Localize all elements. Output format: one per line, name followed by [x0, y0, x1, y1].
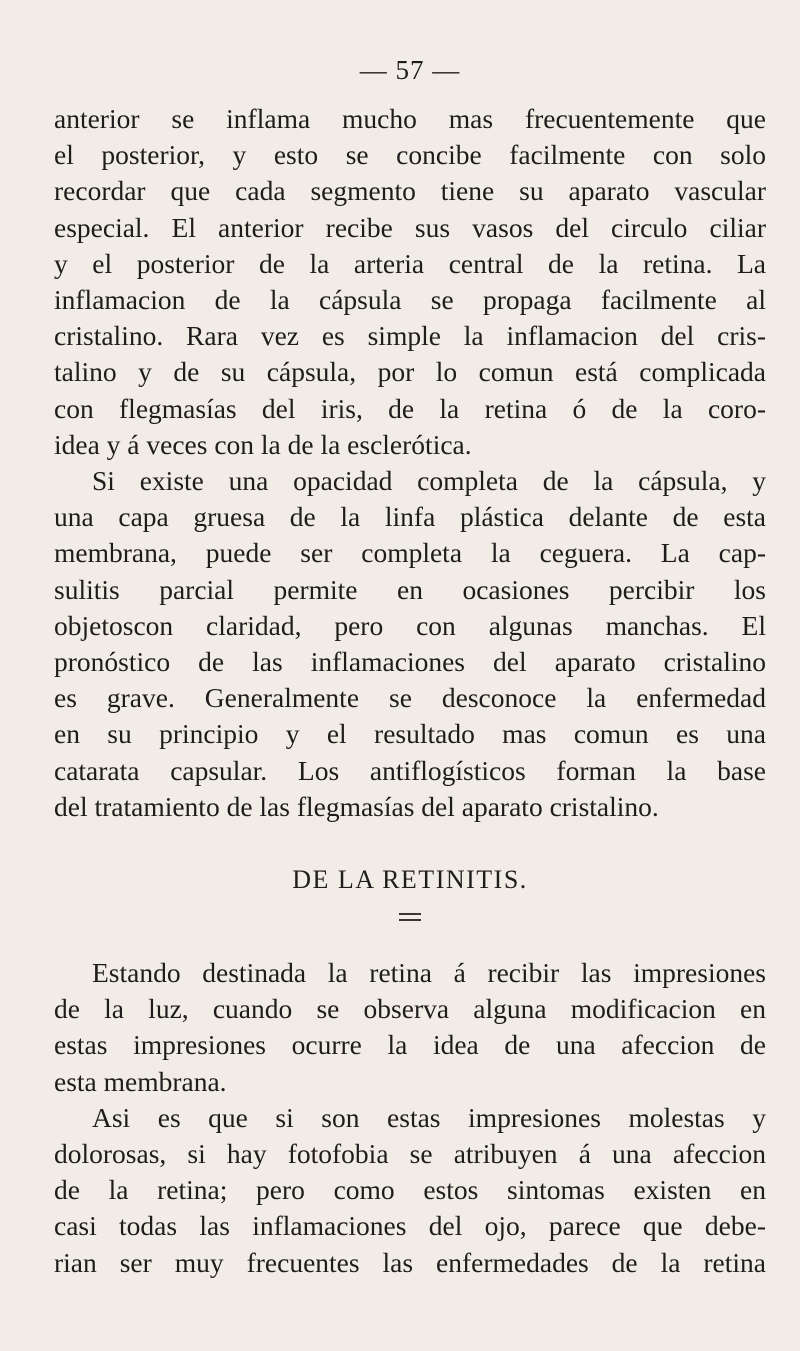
- paragraph: [54, 101, 766, 463]
- text-line: Asi es que si son estas impresiones molestas y: [92, 1101, 766, 1133]
- text-line: dolorosas, si hay fotofobia se atribuyen á una afeccion: [54, 1138, 766, 1170]
- double-rule-divider: [399, 913, 421, 921]
- text-line: sulitis parcial permite en ocasiones percibir los: [54, 573, 766, 605]
- text-line: pronóstico de las inflamaciones del aparato cristalino: [54, 646, 766, 678]
- text-line: de la retina; pero como estos sintomas existen en: [54, 1174, 766, 1206]
- text-line: rian ser muy frecuentes las enfermedades de la retina: [54, 1246, 766, 1278]
- text-line: objetoscon claridad, pero con algunas manchas. El: [54, 609, 766, 641]
- text-line: de la luz, cuando se observa alguna modificacion en: [54, 993, 766, 1025]
- text-line: catarata capsular. Los antiflogísticos forman la base: [54, 754, 766, 786]
- text-line: esta membrana.: [54, 1065, 227, 1097]
- text-line: casi todas las inflamaciones del ojo, parece que debe-: [54, 1210, 766, 1242]
- text-line: idea y á veces con la de la esclerótica.: [54, 428, 472, 460]
- text-line: es grave. Generalmente se desconoce la enfermedad: [54, 682, 766, 714]
- text-line: del tratamiento de las flegmasías del aparato cristalino.: [54, 790, 659, 822]
- text-line: membrana, puede ser completa la ceguera. La cap-: [54, 537, 766, 569]
- text-line: Si existe una opacidad completa de la cápsula, y: [92, 465, 766, 497]
- page-number: — 57 —: [359, 55, 461, 85]
- paragraph: [54, 955, 766, 1100]
- text-line: cristalino. Rara vez es simple la inflamacion del cris-: [54, 320, 766, 352]
- text-line: en su principio y el resultado mas comun es una: [54, 718, 766, 750]
- section-heading: DE LA RETINITIS.: [292, 865, 528, 895]
- text-line: una capa gruesa de la linfa plástica delante de esta: [54, 501, 766, 533]
- text-line: inflamacion de la cápsula se propaga facilmente al: [54, 284, 766, 316]
- text-line: el posterior, y esto se concibe facilmente con solo: [54, 139, 766, 171]
- text-line: y el posterior de la arteria central de la retina. La: [54, 247, 766, 279]
- text-line: talino y de su cápsula, por lo comun está complicada: [54, 356, 766, 388]
- paragraph: [54, 1100, 766, 1281]
- text-line: recordar que cada segmento tiene su aparato vascular: [54, 175, 766, 207]
- paragraph: [54, 463, 766, 825]
- text-line: con flegmasías del iris, de la retina ó de la coro-: [54, 392, 766, 424]
- text-line: anterior se inflama mucho mas frecuentemente que: [54, 103, 766, 134]
- text-line: especial. El anterior recibe sus vasos del circulo ciliar: [54, 211, 766, 243]
- text-line: Estando destinada la retina á recibir las impresiones: [92, 957, 766, 989]
- text-line: estas impresiones ocurre la idea de una afeccion de: [54, 1029, 766, 1061]
